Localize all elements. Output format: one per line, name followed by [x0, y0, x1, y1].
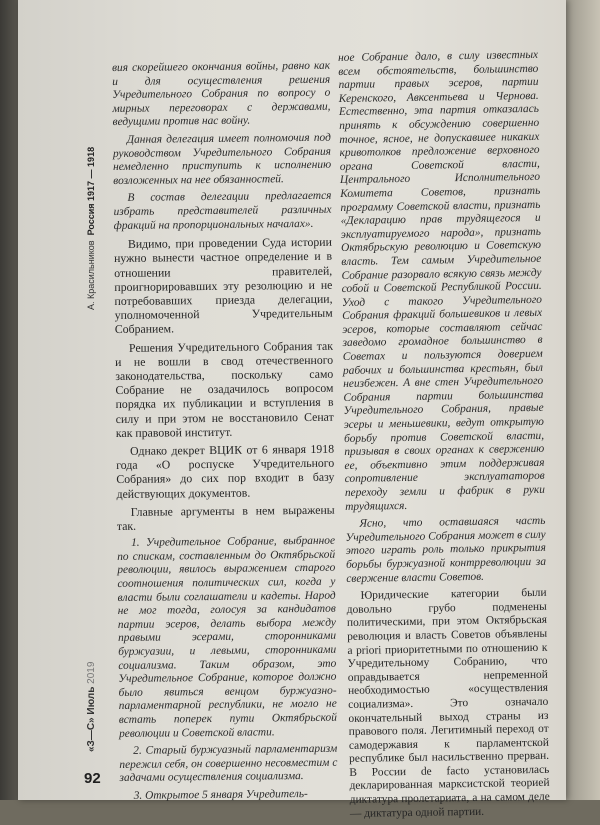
- paragraph: 2. Старый буржуазный парламентаризм пережил себя, он совершенно несовместим с задачами осуществления социализма.: [119, 742, 338, 785]
- text-column-right: [338, 49, 550, 825]
- paragraph: Однако декрет ВЦИК от 6 января 1918 года «О роспуске Учредительного Собрания» до сих пор входит в базу действующих документов.: [116, 441, 335, 501]
- paragraph: 3. Открытое 5 января Учредитель-: [133, 787, 308, 802]
- adjacent-page-edge: [566, 0, 600, 800]
- journal-name: «З—С» Июль: [86, 686, 97, 752]
- paragraph: Юридические категории были довольно грубо подменены политическими, при этом Октябрьская революция и власть Советов объявлены a priori приоритетными по отношению к Учредительному Собранию, что оправдывается непременной необходимостью «осуществления социализма». Это означало окончательный выход страны из правового поля. Легитимный переход от самодержавия к парламентской республике был насильственно прерван. В России de facto установилась декларированная марксистской теорией диктатура пролетариата, а на самом деле — диктатура одной партии.: [346, 586, 550, 820]
- paragraph: вия скорейшего окончания войны, равно как и для осуществления решения Учредительного Собрания по вопросу о мирных переговорах с державами, ведущими против нас войну.: [112, 59, 331, 129]
- running-footer: [86, 662, 97, 752]
- paragraph: Главные аргументы в нем выражены так.: [116, 502, 335, 533]
- paragraph: Данная делегация имеет полномочия под руководством Учредительного Собрания немедленно приступить к исполнению возложенных на нее обязанностей.: [112, 131, 332, 187]
- journal-year: 2019: [86, 661, 97, 684]
- author-name: А. Красильников: [86, 240, 96, 310]
- running-title: [86, 147, 96, 310]
- paragraph: Видимо, при проведении Суда истории нужно вынести частное определение и в отношении правителей, проигнорировавших эту резолюцию и не потребовавших приезда делегации, уполномоченной Учредительным Собранием.: [113, 234, 333, 337]
- text-column-left: [112, 60, 338, 808]
- paragraph: Ясно, что оставшаяся часть Учредительного Собрания может в силу этого играть роль только прикрытия борьбы буржуазной контрреволюции за свержение власти Советов.: [345, 514, 547, 585]
- paragraph: ное Собрание дало, в силу известных всем обстоятельств, большинство партии правых эсеров, партии Керенского, Авксентьева и Чернова. Естественно, эта партия отказалась принять к обсуждению совершенно точное, ясное, не допускавшее никаких кривотолков предложение верховного органа Советской власти, Центрального Исполнительного Комитета Советов, признать программу Советской власти, признать «Декларацию прав трудящегося и эксплуатируемого народа», признать Октябрьскую революцию и Советскую власть. Тем самым Учредительное Собрание разорвало всякую связь между собой и Советской Республикой России. Уход с такого Учредительного Собрания фракций большевиков и левых эсеров, которые составляют сейчас заведомо громадное большинство в Советах и пользуются доверием рабочих и большинства крестьян, был неизбежен. А вне стен Учредительного Собрания партии большинства Учредительного Собрания, правые эсеры и меньшевики, ведут открытую борьбу против Советской власти, призывая в своих органах к свержению ее, объективно этим поддерживая сопротивление эксплуататоров переходу земли и фабрик в руки трудящихся.: [338, 48, 545, 513]
- page-number: 92: [84, 770, 101, 787]
- paragraph: 1. Учредительное Собрание, выбранное по спискам, составленным до Октябрьской революции, явилось выражением старого соотношения политических сил, когда у власти были соглашатели и кадеты. Народ не мог тогда, голосуя за кандидатов партии эсеров, делать выбора между правыми эсерами, сторонниками буржуазии, и левыми, сторонниками социализма. Таким образом, это Учредительное Собрание, которое должно было явиться венцом буржуазно-парламентарной республики, не могло не встать поперек пути Октябрьской революции и Советской власти.: [117, 534, 337, 740]
- series-title: Россия 1917 — 1918: [86, 146, 96, 236]
- paragraph: Решения Учредительного Собрания так и не вошли в свод отечественного законодательства, поскольку само Собрание не озадачилось вопросом порядка их публикации и вступления в силу и при этом не восстановило Сенат как правовой институт.: [115, 338, 334, 440]
- paragraph: В состав делегации предлагается избрать представителей различных фракций на пропорциональных началах».: [113, 190, 332, 232]
- table-surface-left: [0, 0, 20, 800]
- running-header: [78, 40, 104, 752]
